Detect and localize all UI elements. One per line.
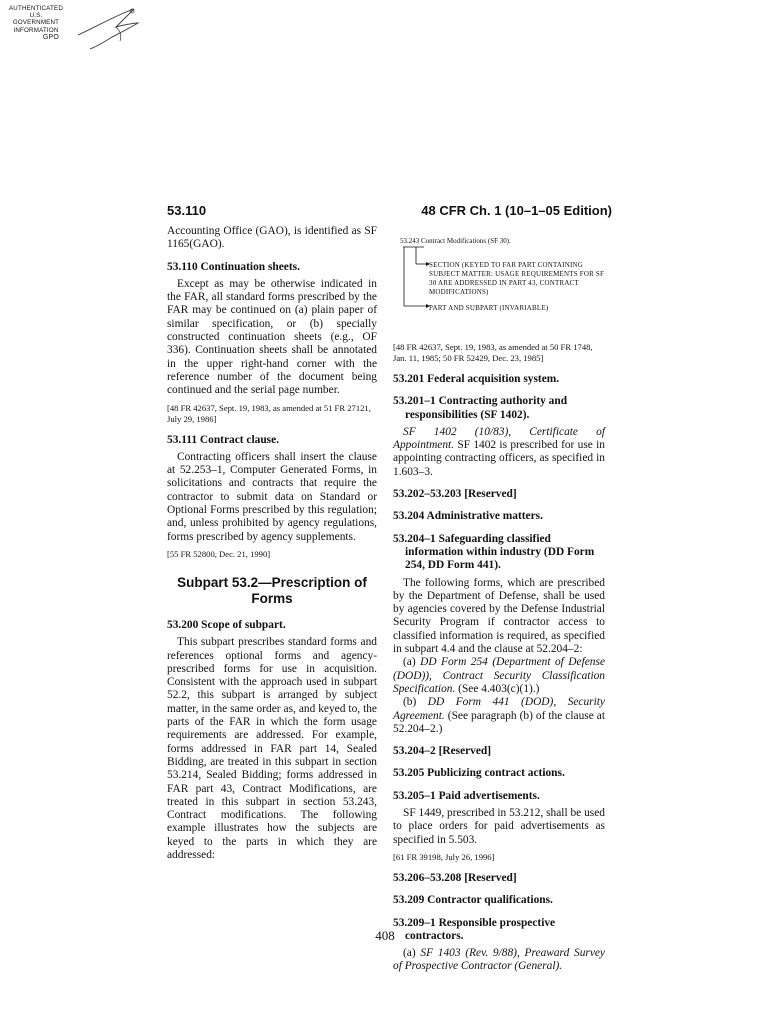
gpo-logo-line: INFORMATION [13,26,59,34]
section-heading-53-204-1: 53.204–1 Safeguarding classified information within industry (DD Form 254, DD Form 441). [393,532,595,572]
section-heading-53-204-2: 53.204–2 [Reserved] [393,745,492,758]
section-heading-53-111: 53.111 Contract clause. [167,433,279,446]
running-header-section: 53.110 [167,203,207,218]
form-title-italic: DD Form 254 (Department of Defense (DOD)), Contract Security Classification Specification. [393,656,605,695]
section-heading-53-200: 53.200 Scope of subpart. [167,618,286,631]
form-title-italic: DD Form 441 (DOD), Security Agreement. [393,696,605,722]
paragraph-label: (b) [403,696,428,709]
continued-paragraph: Accounting Office (GAO), is identified as SF 1165(GAO). [167,225,377,251]
section-heading-53-205: 53.205 Publicizing contract actions. [393,767,565,780]
paragraph-a-53-204-1 [393,656,605,696]
eagle-seal-icon [76,5,146,53]
paragraph-b-53-204-1 [393,696,605,736]
form-title-italic: SF 1403 (Rev. 9/88), Preaward Survey of Prospective Contractor (General). [393,947,605,973]
form-title-italic: SF 1402 (10/83), Certificate of Appointment. [393,425,605,452]
section-heading-53-204: 53.204 Administrative matters. [393,510,543,523]
form-text: (See 4.403(c)(1).) [455,682,540,695]
gpo-logo-line: U.S. GOVERNMENT [12,12,60,27]
diagram-example-label: 53.243 Contract Modifications (SF 30). [400,237,511,245]
section-heading-53-110: 53.110 Continuation sheets. [167,260,300,273]
form-text: (See paragraph (b) of the clause at 52.204–2.) [393,709,605,735]
citation-53-205-1: [61 FR 39198, July 26, 1996] [393,851,495,862]
subpart-heading: Subpart 53.2—Prescription of Forms [177,574,367,606]
section-body-53-111: Contracting officers shall insert the clause at 52.253–1, Computer Generated Forms, in solicitations and contracts that require the contractor to submit data on Standard or Optional Forms prescribed by this regulation; and, unless prohibited by agency regulations, forms prescribed by agency supplements. [167,450,377,543]
section-body-53-205-1: SF 1449, prescribed in 53.212, shall be used to place orders for paid advertisements as specified in 5.503. [393,807,605,846]
section-heading-53-205-1: 53.205–1 Paid advertisements. [393,789,540,802]
form-text: SF 1402 is prescribed for use in appointing contracting officers, as specified in 1.603–3. [393,439,605,478]
right-column [393,225,605,974]
section-heading-53-206: 53.206–53.208 [Reserved] [393,871,517,884]
section-body-53-110: Except as may be otherwise indicated in the FAR, all standard forms prescribed by the FAR may be continued on (a) plain paper of similar specification, or (b) specially constructed continuation sheets (e.g., OF 336). Continuation sheets shall be annotated in the upper right-hand corner with the reference number of the document being continued and the serial page number. [167,277,377,397]
paragraph-a-53-209-1 [393,947,605,974]
running-header-title: 48 CFR Ch. 1 (10–1–05 Edition) [421,203,612,218]
paragraph-label: (a) [403,947,421,960]
left-column [167,225,377,862]
citation-53-110: [48 FR 42637, Sept. 19, 1983, as amended at 51 FR 27121, July 29, 1986] [167,402,371,424]
citation-diagram: [48 FR 42637, Sept. 19, 1983, as amended at 50 FR 1748, Jan. 11, 1985; 50 FR 52429, Dec. 23, 1985] [393,342,593,363]
gpo-logo-line: GPO [42,33,60,41]
section-heading-53-201-1: 53.201–1 Contracting authority and responsibilities (SF 1402). [393,395,568,421]
gpo-authentication-logo [6,5,146,55]
diagram-part-label: PART AND SUBPART (INVARIABLE) [429,304,549,312]
citation-53-111: [55 FR 52800, Dec. 21, 1990] [167,548,271,559]
diagram-section-label: SECTION (KEYED TO FAR PART CONTAINING SUBJECT MATTER: USAGE REQUIREMENTS FOR SF 30 ARE ADDRESSED IN PART 43, CONTRACT MODIFICATIONS) [429,261,605,296]
section-body-53-200: This subpart prescribes standard forms and references optional forms and agency-prescribed forms for use in acquisition. Consistent with the approach used in subpart 52.2, this subpart is arranged by subject matter, in the same order as, and keyed to, the parts of the FAR in which the form usage requirements are addressed. For example, forms addressed in FAR part 14, Sealed Bidding, are treated in this subpart in section 53.214, Sealed Bidding; forms addressed in FAR part 43, Contract Modifications, are treated in this subpart in section 53.243, Contract modifications. The following example illustrates how the subjects are keyed to the parts in which they are addressed: [167,636,377,861]
numbering-diagram [393,227,605,337]
section-heading-53-201: 53.201 Federal acquisition system. [393,373,560,385]
section-body-53-204-1: The following forms, which are prescribed by the Department of Defense, shall be used by agencies covered by the Defense Industrial Security Program if contractor access to classified information is required, as specified in subpart 4.4 and the clause at 52.204–2: [393,576,605,656]
section-heading-53-202: 53.202–53.203 [Reserved] [393,488,517,501]
section-body-53-201-1 [393,426,605,479]
gpo-logo-line: AUTHENTICATED [8,5,64,12]
paragraph-label: (a) [403,656,421,669]
page-number: 408 [375,928,395,943]
section-heading-53-209-1: 53.209–1 Responsible prospective contractors. [393,916,556,942]
section-heading-53-209: 53.209 Contractor qualifications. [393,894,553,907]
